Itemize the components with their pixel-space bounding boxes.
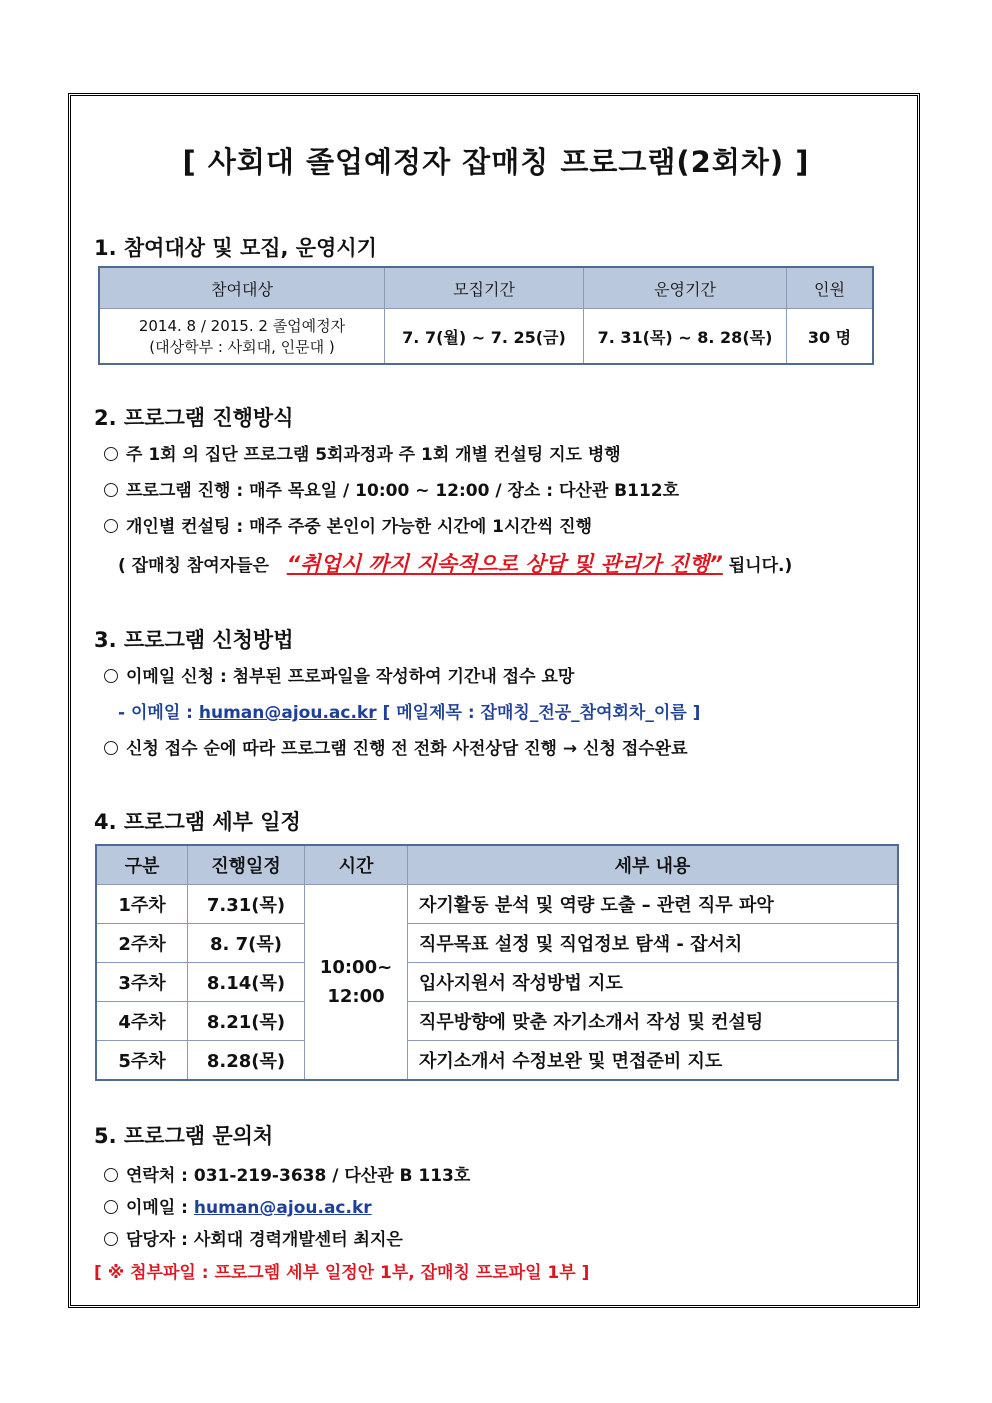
header-recruit: 모집기간 [385,267,584,309]
date-cell: 8. 7(목) [188,924,305,963]
section-4-heading: 4. 프로그램 세부 일정 [94,810,301,834]
s5-contact: 연락처 : 031-219-3638 / 다산관 B 113호 [104,1161,470,1186]
table-row [96,1041,898,1081]
participation-table [98,266,874,365]
s2-note [118,548,792,578]
section-5-heading: 5. 프로그램 문의처 [94,1124,274,1148]
s5-manager: 담당자 : 사회대 경력개발센터 최지은 [104,1225,403,1250]
circle-bullet-icon [104,483,118,497]
circle-bullet-icon [104,1168,118,1182]
people-count: 30 명 [787,309,874,365]
header-week: 구분 [96,845,188,885]
table-row [96,885,898,924]
table-row [96,924,898,963]
note-highlight: “취업시 까지 지속적으로 상담 및 관리가 진행” [286,552,723,576]
header-content: 세부 내용 [408,845,899,885]
table-row [96,963,898,1002]
note-suffix: 됩니다.) [728,556,793,576]
operate-period: 7. 31(목) ~ 8. 28(목) [584,309,787,365]
s3-item-1: 이메일 신청 : 첨부된 프로파일을 작성하여 기간내 접수 요망 [104,662,574,687]
circle-bullet-icon [104,1232,118,1246]
content-cell: 입사지원서 작성방법 지도 [408,963,899,1002]
table-row [96,1002,898,1041]
email-subject: [ 메일제목 : 잡매칭_전공_참여회차_이름 ] [382,703,701,723]
email-prefix: - 이메일 : [118,703,193,723]
week-cell: 4주차 [96,1002,188,1041]
circle-bullet-icon [104,741,118,755]
s2-item-3: 개인별 컨설팅 : 매주 주중 본인이 가능한 시간에 1시간씩 진행 [104,512,592,537]
section-2-heading: 2. 프로그램 진행방식 [94,406,294,430]
circle-bullet-icon [104,1200,118,1214]
circle-bullet-icon [104,519,118,533]
date-cell: 7.31(목) [188,885,305,924]
week-cell: 2주차 [96,924,188,963]
time-line2: 12:00 [327,986,385,1007]
contact-email-link[interactable]: human@ajou.ac.kr [193,1198,372,1218]
email-link[interactable]: human@ajou.ac.kr [198,703,377,723]
circle-bullet-icon [104,669,118,683]
s5-email: 이메일 : human@ajou.ac.kr [104,1193,372,1218]
header-target: 참여대상 [99,267,385,309]
section-3-heading: 3. 프로그램 신청방법 [94,628,294,652]
time-cell [305,885,408,1081]
s3-item-2: 신청 접수 순에 따라 프로그램 진행 전 전화 사전상담 진행 → 신청 접수완료 [104,734,688,759]
header-date: 진행일정 [188,845,305,885]
circle-bullet-icon [104,447,118,461]
schedule-table [95,844,899,1081]
header-time: 시간 [305,845,408,885]
s3-email-line [118,698,700,723]
attachment-note: [ ※ 첨부파일 : 프로그렘 세부 일정안 1부, 잡매칭 프로파일 1부 ] [94,1263,590,1283]
s2-item-2: 프로그램 진행 : 매주 목요일 / 10:00 ~ 12:00 / 장소 : 다산관 B112호 [104,476,679,501]
header-operate: 운영기간 [584,267,787,309]
content-cell: 직무목표 설정 및 직업정보 탐색 - 잡서치 [408,924,899,963]
target-line1: 2014. 8 / 2015. 2 졸업예정자 [138,317,346,335]
recruit-period: 7. 7(월) ~ 7. 25(금) [385,309,584,365]
date-cell: 8.21(목) [188,1002,305,1041]
content-cell: 자기활동 분석 및 역량 도출 – 관련 직무 파악 [408,885,899,924]
section-1-heading: 1. 참여대상 및 모집, 운영시기 [94,236,377,260]
target-line2: (대상학부 : 사회대, 인문대 ) [149,338,335,356]
time-line1: 10:00~ [319,957,393,978]
date-cell: 8.28(목) [188,1041,305,1081]
content-cell: 자기소개서 수정보완 및 면접준비 지도 [408,1041,899,1081]
target-cell [99,309,385,365]
date-cell: 8.14(목) [188,963,305,1002]
content-cell: 직무방향에 맞춘 자기소개서 작성 및 컨설팅 [408,1002,899,1041]
page-title: [ 사회대 졸업예정자 잡매칭 프로그램(2회차) ] [182,145,810,179]
week-cell: 5주차 [96,1041,188,1081]
week-cell: 1주차 [96,885,188,924]
note-prefix: ( 잡매칭 참여자들은 [118,556,269,576]
s2-item-1: 주 1회 의 집단 프로그램 5회과정과 주 1회 개별 컨설팅 지도 병행 [104,440,621,465]
week-cell: 3주차 [96,963,188,1002]
header-people: 인원 [787,267,874,309]
